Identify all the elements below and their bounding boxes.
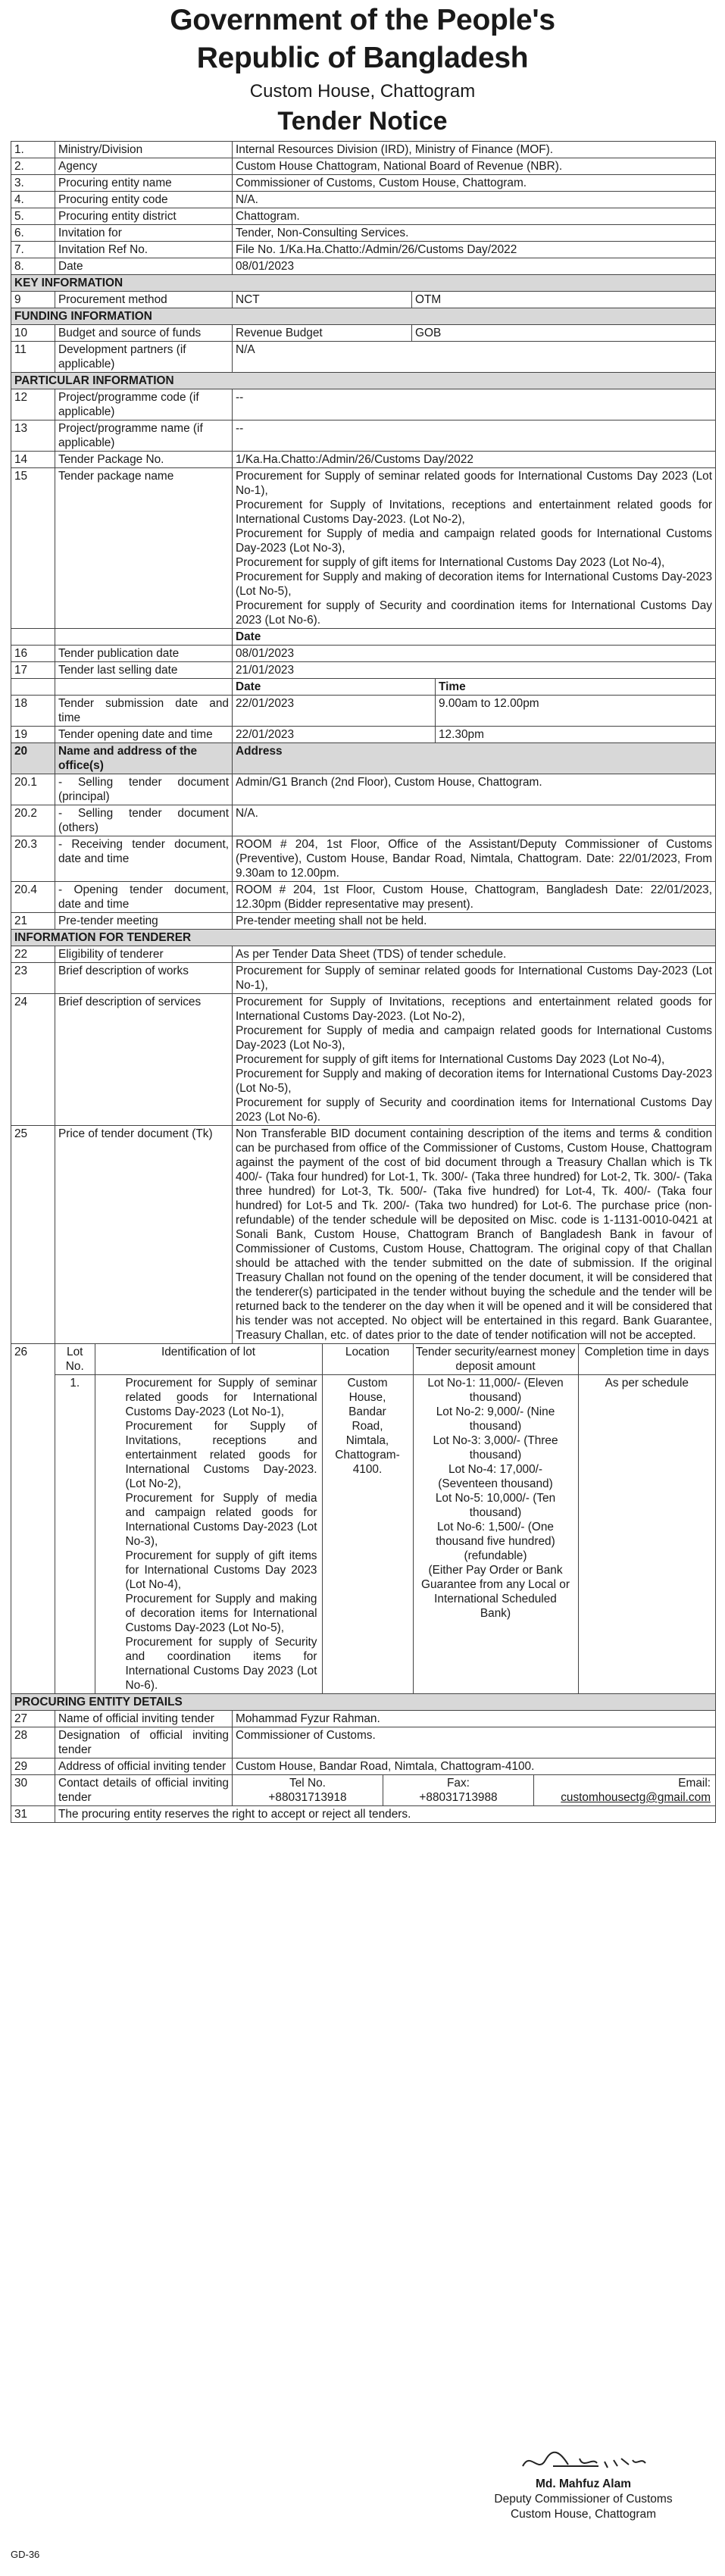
row-date: 22/01/2023 bbox=[233, 727, 436, 743]
row-label: Procurement method bbox=[55, 292, 233, 308]
row-label: Tender publication date bbox=[55, 646, 233, 662]
service-line: Procurement for supply of Security and coordination items for International Customs Day 2023 (Lot No-6). bbox=[236, 1096, 713, 1124]
row-number: 11 bbox=[11, 342, 55, 373]
security-line: Lot No-2: 9,000/- (Nine thousand) bbox=[436, 1405, 555, 1433]
lot-ident-line: Procurement for supply of Security and coordination items for International Customs Day 2023 (Lot No-6). bbox=[125, 1636, 317, 1692]
fax-value: +88031713988 bbox=[419, 1791, 498, 1804]
row-number: 30 bbox=[11, 1775, 55, 1806]
email-link[interactable]: customhousectg@gmail.com bbox=[561, 1791, 711, 1804]
security-line: Lot No-4: 17,000/- (Seventeen thousand) bbox=[438, 1463, 553, 1490]
government-title-line1: Government of the People's bbox=[170, 4, 555, 36]
table-row bbox=[11, 1126, 716, 1344]
table-row bbox=[11, 342, 716, 373]
ident-column-header: Identification of lot bbox=[95, 1344, 322, 1375]
lot-ident-line: Procurement for Supply of seminar related goods for International Customs Day-2023 (Lot No-1), bbox=[125, 1377, 317, 1418]
row-number: 5. bbox=[11, 208, 55, 225]
section-heading bbox=[11, 1694, 716, 1711]
row-label: Project/programme name (if applicable) bbox=[55, 420, 233, 452]
row-number: 24 bbox=[11, 994, 55, 1126]
row-value: 08/01/2023 bbox=[233, 646, 716, 662]
row-value: Tender, Non-Consulting Services. bbox=[233, 225, 716, 242]
row-label: Tender last selling date bbox=[55, 662, 233, 679]
section-title: KEY INFORMATION bbox=[11, 275, 716, 292]
signature-block bbox=[455, 2443, 712, 2522]
row-value: Non Transferable BID document containing description of the items and terms & condition can be purchased from office of the Commissioner of Customs, Custom House, Chattogram against the payment of the cost of bid document through a Treasury Challan which is Tk 400/- (Taka four hundred) for Lot-1, Tk. 300/- (Taka three hundred) for Lot-2, Tk. 300/- (Taka three hundred) for Lot-3, Tk. 500/- (Taka five hundred) for Lot-4, Tk. 400/- (Taka four hundred) for Lot-5 and Tk. 200/- (Taka two hundred) for Lot-6. The purchase price (non-refundable) of the tender schedule will be deposited on Misc. code is 1-1131-0010-0421 at Sonali Bank, Custom House, Chattogram Branch of Bangladesh Bank in favour of Commissioner of Customs, Custom House, Chattogram. The original copy of that Challan should be attached with the tender submitted on the date of submission. If the original Treasury Challan not found on the opening of the tender document, it will be considered that the tenderer(s) participated in the tender without buying the schedule and the tender will be returned back to the tenderer on the day when it will be opened and it will be considered that his tender was not accepted. No object will be entertained in this regard. Bank Guarantee, Treasury Challan, etc. of dates prior to the date of tender notification will not be accepted. bbox=[233, 1126, 716, 1344]
contact-tel bbox=[233, 1775, 383, 1805]
row-number: 23 bbox=[11, 963, 55, 994]
row-label: Procuring entity code bbox=[55, 192, 233, 208]
notice-header bbox=[0, 0, 725, 138]
table-row bbox=[11, 1758, 716, 1775]
lot-identification bbox=[95, 1375, 322, 1694]
table-row bbox=[11, 1344, 716, 1694]
row-number: 20 bbox=[11, 743, 55, 774]
row-number: 15 bbox=[11, 468, 55, 629]
security-line: (Either Pay Order or Bank Guarantee from any Local or International Scheduled Bank) bbox=[421, 1564, 570, 1620]
service-line: Procurement for Supply of media and campaign related goods for International Customs Day-2023 (Lot No-3), bbox=[236, 1024, 713, 1052]
row-label: Brief description of works bbox=[55, 963, 233, 994]
location-column-header: Location bbox=[322, 1344, 413, 1375]
section-title: FUNDING INFORMATION bbox=[11, 308, 716, 325]
row-number: 4. bbox=[11, 192, 55, 208]
table-row bbox=[11, 208, 716, 225]
table-row bbox=[11, 774, 716, 805]
table-row bbox=[11, 805, 716, 836]
security-line: Lot No-6: 1,500/- (One thousand five hundred) (refundable) bbox=[436, 1521, 555, 1562]
row-value: -- bbox=[233, 420, 716, 452]
table-row bbox=[11, 142, 716, 158]
row-value: ROOM # 204, 1st Floor, Custom House, Chattogram, Bangladesh Date: 22/01/2023, 12.30pm (Bidder representative may present). bbox=[233, 882, 716, 913]
section-heading bbox=[11, 308, 716, 325]
row-label: - Selling tender document (principal) bbox=[55, 774, 233, 805]
table-row bbox=[11, 1727, 716, 1758]
signatory-name: Md. Mahfuz Alam bbox=[535, 2478, 631, 2490]
table-row bbox=[11, 743, 716, 774]
package-line: Procurement for Supply of Invitations, receptions and entertainment related goods for International Customs Day-2023. (Lot No-2), bbox=[236, 499, 713, 526]
row-value: N/A. bbox=[233, 192, 716, 208]
contact-email bbox=[534, 1775, 716, 1805]
row-value bbox=[233, 994, 716, 1126]
row-number: 1. bbox=[11, 142, 55, 158]
row-number: 27 bbox=[11, 1711, 55, 1727]
email-label: Email: bbox=[678, 1777, 711, 1790]
row-value: As per Tender Data Sheet (TDS) of tender schedule. bbox=[233, 946, 716, 963]
document-code: GD-36 bbox=[11, 2549, 40, 2560]
lot-number: 1. bbox=[70, 1377, 80, 1390]
table-row bbox=[11, 994, 716, 1126]
row-label: Tender Package No. bbox=[55, 452, 233, 468]
row-number: 14 bbox=[11, 452, 55, 468]
section-title: PARTICULAR INFORMATION bbox=[11, 373, 716, 389]
table-row bbox=[11, 913, 716, 930]
row-label: Tender package name bbox=[55, 468, 233, 629]
section-heading bbox=[11, 275, 716, 292]
package-line: Procurement for supply of gift items for International Customs Day 2023 (Lot No-4), bbox=[236, 556, 665, 569]
lot-completion-time: As per schedule bbox=[578, 1375, 715, 1694]
table-row bbox=[11, 882, 716, 913]
table-row bbox=[11, 679, 716, 696]
table-row bbox=[11, 389, 716, 420]
lot-ident-line: Procurement for Supply of media and campaign related goods for International Customs Day-2023 (Lot No-3), bbox=[125, 1492, 317, 1548]
row-time: 9.00am to 12.00pm bbox=[436, 696, 716, 727]
row-number: 6. bbox=[11, 225, 55, 242]
row-label: Contact details of official inviting tender bbox=[55, 1775, 233, 1806]
lot-security bbox=[413, 1375, 578, 1694]
time-column-header: Time bbox=[436, 679, 716, 696]
table-row bbox=[11, 192, 716, 208]
row-value: Mohammad Fyzur Rahman. bbox=[233, 1711, 716, 1727]
row-value: ROOM # 204, 1st Floor, Office of the Assistant/Deputy Commissioner of Customs (Preventive), Custom House, Bandar Road, Nimtala, Chattogram. Date: 22/01/2023, From 9.30am to 12.00pm. bbox=[233, 836, 716, 882]
row-value: File No. 1/Ka.Ha.Chatto:/Admin/26/Customs Day/2022 bbox=[233, 242, 716, 258]
row-label: Ministry/Division bbox=[55, 142, 233, 158]
notice-title: Tender Notice bbox=[277, 107, 448, 136]
row-value bbox=[233, 292, 716, 308]
date-column-header: Date bbox=[233, 629, 716, 646]
service-line: Procurement for supply of gift items for International Customs Day 2023 (Lot No-4), bbox=[236, 1053, 665, 1066]
security-column-header: Tender security/earnest money deposit amount bbox=[413, 1344, 578, 1375]
row-label: Eligibility of tenderer bbox=[55, 946, 233, 963]
row-label: Agency bbox=[55, 158, 233, 175]
row-label: Tender opening date and time bbox=[55, 727, 233, 743]
row-label: Brief description of services bbox=[55, 994, 233, 1126]
row-value: Commissioner of Customs, Custom House, Chattogram. bbox=[233, 175, 716, 192]
row-label: - Receiving tender document, date and time bbox=[55, 836, 233, 882]
table-row bbox=[11, 1711, 716, 1727]
row-label: Tender submission date and time bbox=[55, 696, 233, 727]
row-number: 10 bbox=[11, 325, 55, 342]
budget-value: Revenue Budget bbox=[236, 327, 323, 339]
row-number: 20.1 bbox=[11, 774, 55, 805]
row-number: 8. bbox=[11, 258, 55, 275]
table-row bbox=[11, 225, 716, 242]
section-heading bbox=[11, 930, 716, 946]
row-label: Project/programme code (if applicable) bbox=[55, 389, 233, 420]
table-row bbox=[11, 1806, 716, 1823]
row-value: Custom House Chattogram, National Board of Revenue (NBR). bbox=[233, 158, 716, 175]
table-row bbox=[11, 452, 716, 468]
package-line: Procurement for Supply of seminar related goods for International Customs Day 2023 (Lot No-1), bbox=[236, 470, 713, 497]
section-title: INFORMATION FOR TENDERER bbox=[11, 930, 716, 946]
row-number: 2. bbox=[11, 158, 55, 175]
row-label: Designation of official inviting tender bbox=[55, 1727, 233, 1758]
row-number: 13 bbox=[11, 420, 55, 452]
row-label: Budget and source of funds bbox=[55, 325, 233, 342]
row-value: The procuring entity reserves the right to accept or reject all tenders. bbox=[55, 1806, 716, 1823]
table-row bbox=[11, 629, 716, 646]
row-value: N/A bbox=[233, 342, 716, 373]
row-value: Address bbox=[233, 743, 716, 774]
security-line: Lot No-1: 11,000/- (Eleven thousand) bbox=[427, 1377, 564, 1404]
fax-label: Fax: bbox=[447, 1777, 470, 1790]
table-row bbox=[11, 662, 716, 679]
table-row bbox=[11, 158, 716, 175]
table-row bbox=[11, 420, 716, 452]
row-value: Commissioner of Customs. bbox=[233, 1727, 716, 1758]
row-value: Procurement for Supply of seminar related goods for International Customs Day-2023 (Lot No-1), bbox=[233, 963, 716, 994]
office-name: Custom House, Chattogram bbox=[249, 81, 476, 102]
row-number: 7. bbox=[11, 242, 55, 258]
signatory-office: Custom House, Chattogram bbox=[510, 2508, 657, 2521]
table-row bbox=[11, 836, 716, 882]
table-row bbox=[11, 292, 716, 308]
row-value: Chattogram. bbox=[233, 208, 716, 225]
completion-column-header: Completion time in days bbox=[578, 1344, 715, 1375]
row-value bbox=[233, 325, 716, 342]
row-label: Invitation Ref No. bbox=[55, 242, 233, 258]
row-label: Invitation for bbox=[55, 225, 233, 242]
row-number: 20.4 bbox=[11, 882, 55, 913]
row-value: 1/Ka.Ha.Chatto:/Admin/26/Customs Day/2022 bbox=[233, 452, 716, 468]
row-number: 28 bbox=[11, 1727, 55, 1758]
government-title-line2: Republic of Bangladesh bbox=[196, 42, 529, 74]
row-value: -- bbox=[233, 389, 716, 420]
service-line: Procurement for Supply and making of decoration items for International Customs Day-2023 (Lot No-5), bbox=[236, 1068, 713, 1095]
row-number: 26 bbox=[11, 1344, 55, 1694]
row-number: 25 bbox=[11, 1126, 55, 1344]
section-title: PROCURING ENTITY DETAILS bbox=[11, 1694, 716, 1711]
row-number: 9 bbox=[11, 292, 55, 308]
row-label: Name and address of the office(s) bbox=[55, 743, 233, 774]
lot-location: Custom House, Bandar Road, Nimtala, Chattogram-4100. bbox=[322, 1375, 413, 1694]
table-row bbox=[11, 696, 716, 727]
row-number: 18 bbox=[11, 696, 55, 727]
row-label: Price of tender document (Tk) bbox=[55, 1126, 233, 1344]
source-value: GOB bbox=[412, 325, 716, 341]
signature-scrawl bbox=[455, 2443, 712, 2477]
row-number: 19 bbox=[11, 727, 55, 743]
signatory-designation: Deputy Commissioner of Customs bbox=[494, 2493, 673, 2506]
method-value-2: OTM bbox=[412, 292, 716, 308]
row-label: Development partners (if applicable) bbox=[55, 342, 233, 373]
package-line: Procurement for supply of Security and coordination items for International Customs Day 2023 (Lot No-6). bbox=[236, 599, 713, 627]
table-row bbox=[11, 468, 716, 629]
row-value: Admin/G1 Branch (2nd Floor), Custom House, Chattogram. bbox=[233, 774, 716, 805]
lot-column-header: Lot No. bbox=[55, 1344, 95, 1375]
handwritten-signature bbox=[508, 2443, 659, 2477]
table-row bbox=[11, 175, 716, 192]
row-value: Custom House, Bandar Road, Nimtala, Chattogram-4100. bbox=[233, 1758, 716, 1775]
tel-label: Tel No. bbox=[289, 1777, 326, 1790]
tel-value: +88031713918 bbox=[268, 1791, 347, 1804]
row-label: Pre-tender meeting bbox=[55, 913, 233, 930]
table-row bbox=[11, 946, 716, 963]
row-value bbox=[233, 468, 716, 629]
row-label: Procuring entity name bbox=[55, 175, 233, 192]
table-row bbox=[11, 963, 716, 994]
row-number: 21 bbox=[11, 913, 55, 930]
package-line: Procurement for Supply and making of decoration items for International Customs Day-2023 (Lot No-5), bbox=[236, 571, 713, 598]
service-line: Procurement for Supply of Invitations, receptions and entertainment related goods for International Customs Day-2023. (Lot No-2), bbox=[236, 996, 713, 1023]
table-row bbox=[11, 1775, 716, 1806]
row-number: 16 bbox=[11, 646, 55, 662]
row-number: 31 bbox=[11, 1806, 55, 1823]
row-date: 22/01/2023 bbox=[233, 696, 436, 727]
row-number: 3. bbox=[11, 175, 55, 192]
row-time: 12.30pm bbox=[436, 727, 716, 743]
row-number: 22 bbox=[11, 946, 55, 963]
table-row bbox=[11, 325, 716, 342]
lot-ident-line: Procurement for Supply and making of decoration items for International Customs Day-2023 (Lot No-5), bbox=[125, 1593, 317, 1634]
lot-table-cell bbox=[55, 1344, 716, 1694]
row-value: Internal Resources Division (IRD), Ministry of Finance (MOF). bbox=[233, 142, 716, 158]
row-label: - Selling tender document (others) bbox=[55, 805, 233, 836]
table-row bbox=[11, 258, 716, 275]
row-value: 08/01/2023 bbox=[233, 258, 716, 275]
security-line: Lot No-5: 10,000/- (Ten thousand) bbox=[435, 1492, 556, 1519]
row-label: - Opening tender document, date and time bbox=[55, 882, 233, 913]
row-value: Pre-tender meeting shall not be held. bbox=[233, 913, 716, 930]
row-label: Procuring entity district bbox=[55, 208, 233, 225]
row-number: 29 bbox=[11, 1758, 55, 1775]
contact-details bbox=[233, 1775, 716, 1806]
package-line: Procurement for Supply of media and campaign related goods for International Customs Day-2023 (Lot No-3), bbox=[236, 527, 713, 555]
contact-fax bbox=[383, 1775, 534, 1805]
table-row bbox=[11, 646, 716, 662]
table-row bbox=[11, 242, 716, 258]
security-line: Lot No-3: 3,000/- (Three thousand) bbox=[433, 1434, 558, 1462]
row-label: Name of official inviting tender bbox=[55, 1711, 233, 1727]
row-label: Address of official inviting tender bbox=[55, 1758, 233, 1775]
row-number: 12 bbox=[11, 389, 55, 420]
row-value: N/A. bbox=[233, 805, 716, 836]
lot-ident-line: Procurement for supply of gift items for International Customs Day 2023 (Lot No-4), bbox=[125, 1549, 317, 1591]
row-label: Date bbox=[55, 258, 233, 275]
date-column-header: Date bbox=[233, 679, 436, 696]
tender-table bbox=[11, 141, 716, 1823]
section-heading bbox=[11, 373, 716, 389]
method-value-1: NCT bbox=[236, 293, 260, 306]
row-value: 21/01/2023 bbox=[233, 662, 716, 679]
lot-table bbox=[55, 1344, 715, 1693]
lot-ident-line: Procurement for Supply of Invitations, receptions and entertainment related goods for International Customs Day-2023. (Lot No-2), bbox=[125, 1420, 317, 1490]
table-row bbox=[11, 727, 716, 743]
row-number: 20.2 bbox=[11, 805, 55, 836]
row-number: 20.3 bbox=[11, 836, 55, 882]
row-number: 17 bbox=[11, 662, 55, 679]
